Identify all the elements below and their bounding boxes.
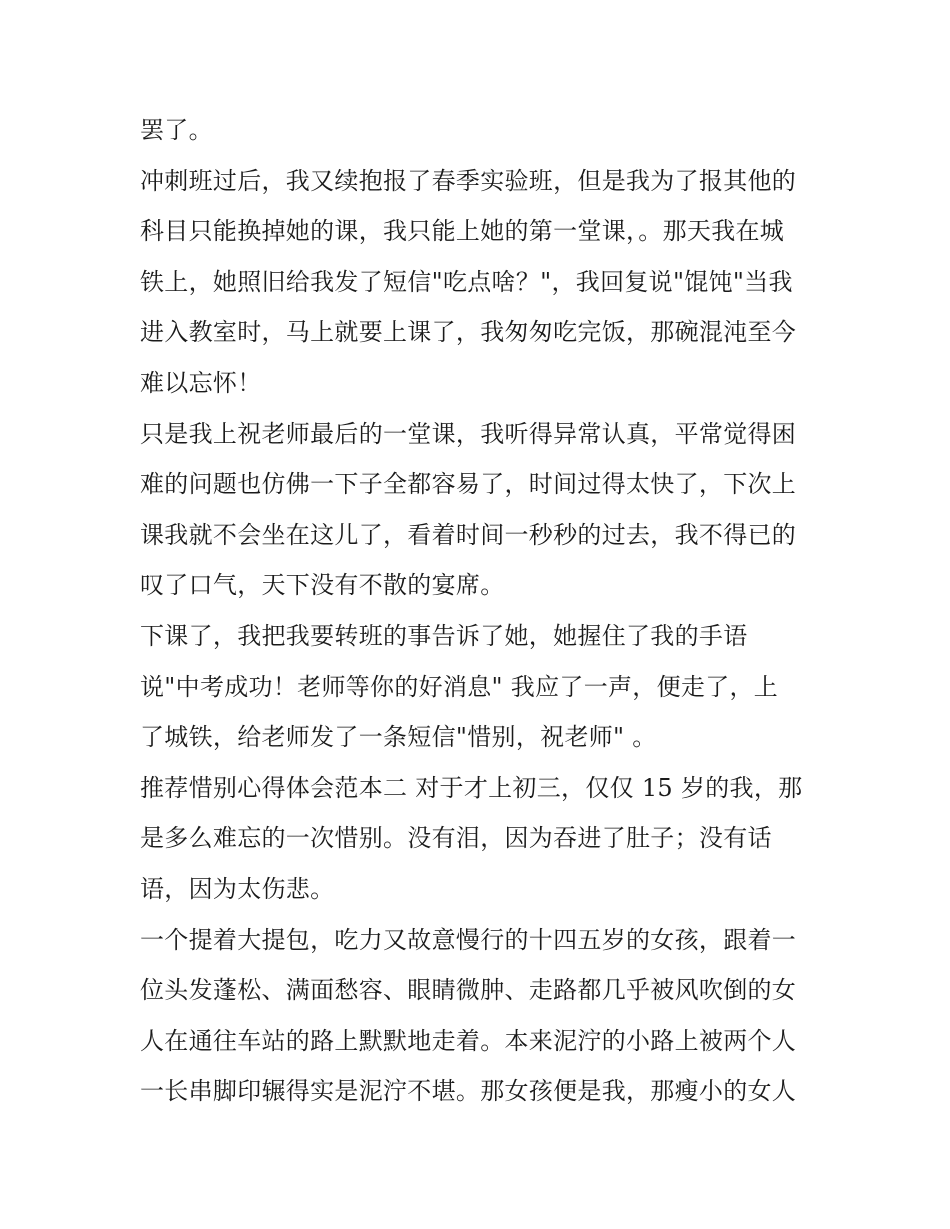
text-line: 说"中考成功！老师等你的好消息" 我应了一声，便走了，上 <box>140 672 779 701</box>
body-text <box>140 105 830 1117</box>
text-line: 了城铁，给老师发了一条短信"惜别，祝老师" 。 <box>140 723 657 752</box>
text-line: 难的问题也仿佛一下子全都容易了，时间过得太快了，下次上 <box>140 470 797 499</box>
text-line: 科目只能换掉她的课，我只能上她的第一堂课，。那天我在城 <box>140 217 785 246</box>
text-line: 推荐惜别心得体会范本二 对于才上初三，仅仅 15 岁的我，那 <box>140 773 803 802</box>
text-line: 是多么难忘的一次惜别。没有泪，因为吞进了肚子；没有话 <box>140 824 772 853</box>
text-line: 铁上，她照旧给我发了短信"吃点啥？"，我回复说"馄饨"当我 <box>140 267 793 296</box>
text-line: 难以忘怀！ <box>140 368 262 397</box>
text-line: 罢了。 <box>140 116 213 144</box>
text-line: 人在通往车站的路上默默地走着。本来泥泞的小路上被两个人 <box>140 1026 797 1055</box>
text-line: 进入教室时，马上就要上课了，我匆匆吃完饭，那碗混沌至今 <box>140 318 797 347</box>
text-line: 课我就不会坐在这儿了，看着时间一秒秒的过去，我不得已的 <box>140 520 797 549</box>
text-line: 位头发蓬松、满面愁容、眼睛微肿、走路都几乎被风吹倒的女 <box>140 976 797 1005</box>
text-line: 冲刺班过后，我又续抱报了春季实验班，但是我为了报其他的 <box>140 166 797 195</box>
text-line: 下课了，我把我要转班的事告诉了她，她握住了我的手语 <box>140 621 748 650</box>
text-line: 只是我上祝老师最后的一堂课，我听得异常认真，平常觉得困 <box>140 419 797 448</box>
text-line: 一长串脚印辗得实是泥泞不堪。那女孩便是我，那瘦小的女人 <box>140 1077 797 1106</box>
text-line: 语，因为太伤悲。 <box>140 874 335 903</box>
text-line: 一个提着大提包，吃力又故意慢行的十四五岁的女孩，跟着一 <box>140 925 797 954</box>
text-line: 叹了口气，天下没有不散的宴席。 <box>140 571 505 600</box>
